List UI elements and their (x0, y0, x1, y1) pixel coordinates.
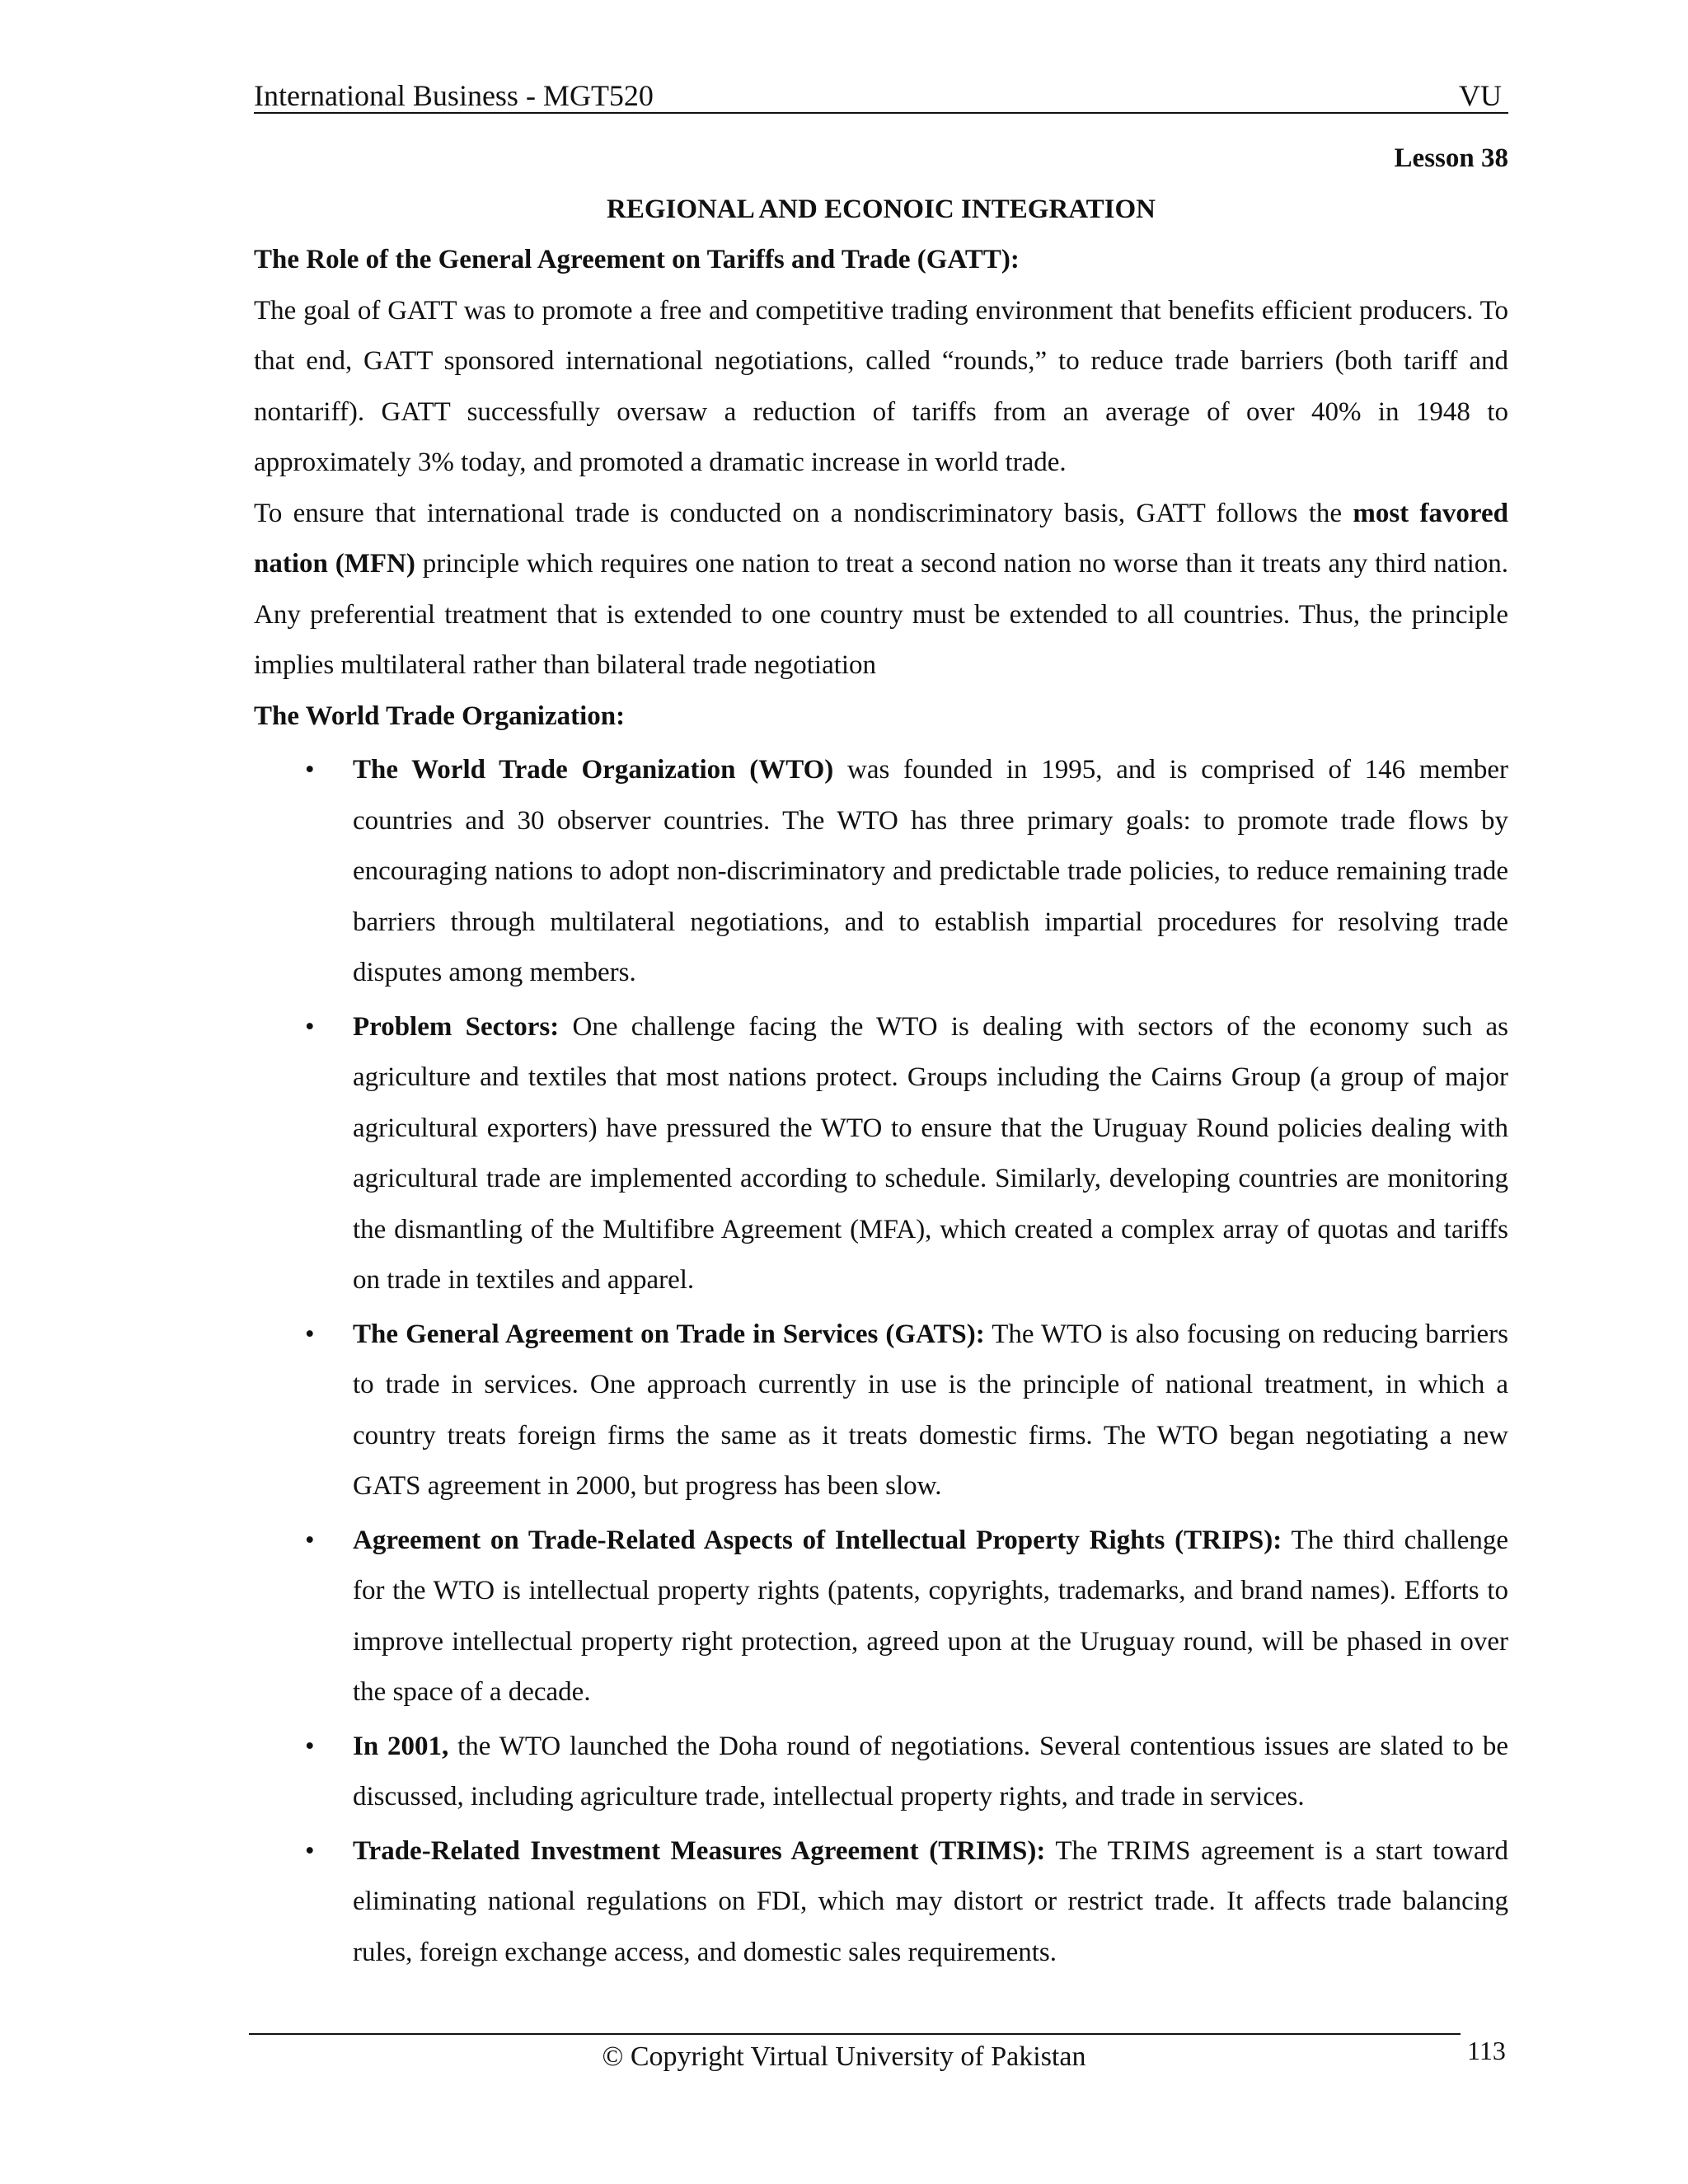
list-item-term: The General Agreement on Trade in Services (GATS): (353, 1319, 985, 1349)
list-item-text: The TRIMS agreement is a start toward eliminating national regulations on FDI, which may distort or restrict trade. It affects trade balancing rules, foreign exchange access, and domestic sales requirements. (353, 1835, 1508, 1967)
page-header (254, 76, 1508, 114)
wto-bullet-list (254, 745, 1508, 1978)
list-item-term: In 2001, (353, 1731, 449, 1761)
gatt-paragraph-2-end: principle which requires one nation to treat a second nation no worse than it treats any third nation. Any preferential treatment that is extended to one country must be extended to all countries. Thus, the principle implies multilateral rather than bilateral trade negotiation (254, 549, 1508, 680)
bullet-icon: • (305, 1525, 315, 1555)
list-item-text: the WTO launched the Doha round of negotiations. Several contentious issues are slated to be discussed, including agriculture trade, intellectual property rights, and trade in services. (353, 1731, 1508, 1811)
gatt-paragraph-1: The goal of GATT was to promote a free and competitive trading environment that benefits efficient producers. To that end, GATT sponsored international negotiations, called “rounds,” to reduce trade barriers (both tariff and nontariff). GATT successfully oversaw a reduction of tariffs from an average of over 40% in 1948 to approximately 3% today, and promoted a dramatic increase in world trade. (254, 295, 1508, 477)
list-item (254, 1002, 1508, 1306)
page-number: 113 (1467, 2036, 1506, 2065)
bullet-icon: • (305, 1731, 315, 1761)
gatt-paragraph-2 (254, 489, 1508, 691)
list-item-text: was founded in 1995, and is comprised of 146 member countries and 30 observer countries. The WTO has three primary goals: to promote trade flows by encouraging nations to adopt non-discriminatory and predictable trade policies, to reduce remaining trade barriers through multilateral negotiations, and to establish impartial procedures for resolving trade disputes among members. (353, 755, 1508, 987)
gatt-heading: The Role of the General Agreement on Tariffs and Trade (GATT): (254, 245, 1020, 274)
bullet-icon: • (305, 755, 315, 785)
list-item (254, 745, 1508, 999)
bullet-icon: • (305, 1835, 315, 1866)
list-item-term: The World Trade Organization (WTO) (353, 755, 834, 785)
list-item-text: The WTO is also focusing on reducing barriers to trade in services. One approach currently in use is the principle of national treatment, in which a country treats foreign firms the same as it treats domestic firms. The WTO began negotiating a new GATS agreement in 2000, but progress has been slow. (353, 1319, 1508, 1501)
list-item (254, 1722, 1508, 1823)
lesson-number: Lesson 38 (1394, 143, 1508, 173)
list-item (254, 1826, 1508, 1979)
mfn-term: most favored nation (MFN) (254, 498, 1508, 579)
bullet-icon: • (305, 1319, 315, 1349)
list-item-term: Agreement on Trade-Related Aspects of Intellectual Property Rights (TRIPS): (353, 1525, 1282, 1555)
list-item (254, 1310, 1508, 1512)
institution-abbrev: VU (1459, 79, 1502, 112)
gatt-paragraph-2-start: To ensure that international trade is conducted on a nondiscriminatory basis, GATT follows the (254, 498, 1353, 528)
wto-heading: The World Trade Organization: (254, 701, 626, 731)
list-item-text: The third challenge for the WTO is intellectual property rights (patents, copyrights, trademarks, and brand names). Efforts to improve intellectual property right protection, agreed upon at the Uruguay round, will be phased in over the space of a decade. (353, 1525, 1509, 1707)
page-content (254, 134, 1508, 1981)
list-item-text: One challenge facing the WTO is dealing with sectors of the economy such as agriculture and textiles that most nations protect. Groups including the Cairns Group (a group of major agricultural exporters) have pressured the WTO to ensure that the Uruguay Round policies dealing with agricultural trade are implemented according to schedule. Similarly, developing countries are monitoring the dismantling of the Multifibre Agreement (MFA), which created a complex array of quotas and tariffs on trade in textiles and apparel. (353, 1011, 1508, 1295)
footer-divider (249, 2033, 1461, 2035)
footer-copyright: © Copyright Virtual University of Pakistan (602, 2041, 1086, 2072)
list-item-term: Trade-Related Investment Measures Agreement (TRIMS): (353, 1835, 1046, 1866)
course-title: International Business - MGT520 (254, 79, 654, 112)
list-item-term: Problem Sectors: (353, 1011, 560, 1042)
page-title: REGIONAL AND ECONOIC INTEGRATION (607, 194, 1156, 224)
list-item (254, 1516, 1508, 1718)
bullet-icon: • (305, 1011, 315, 1042)
